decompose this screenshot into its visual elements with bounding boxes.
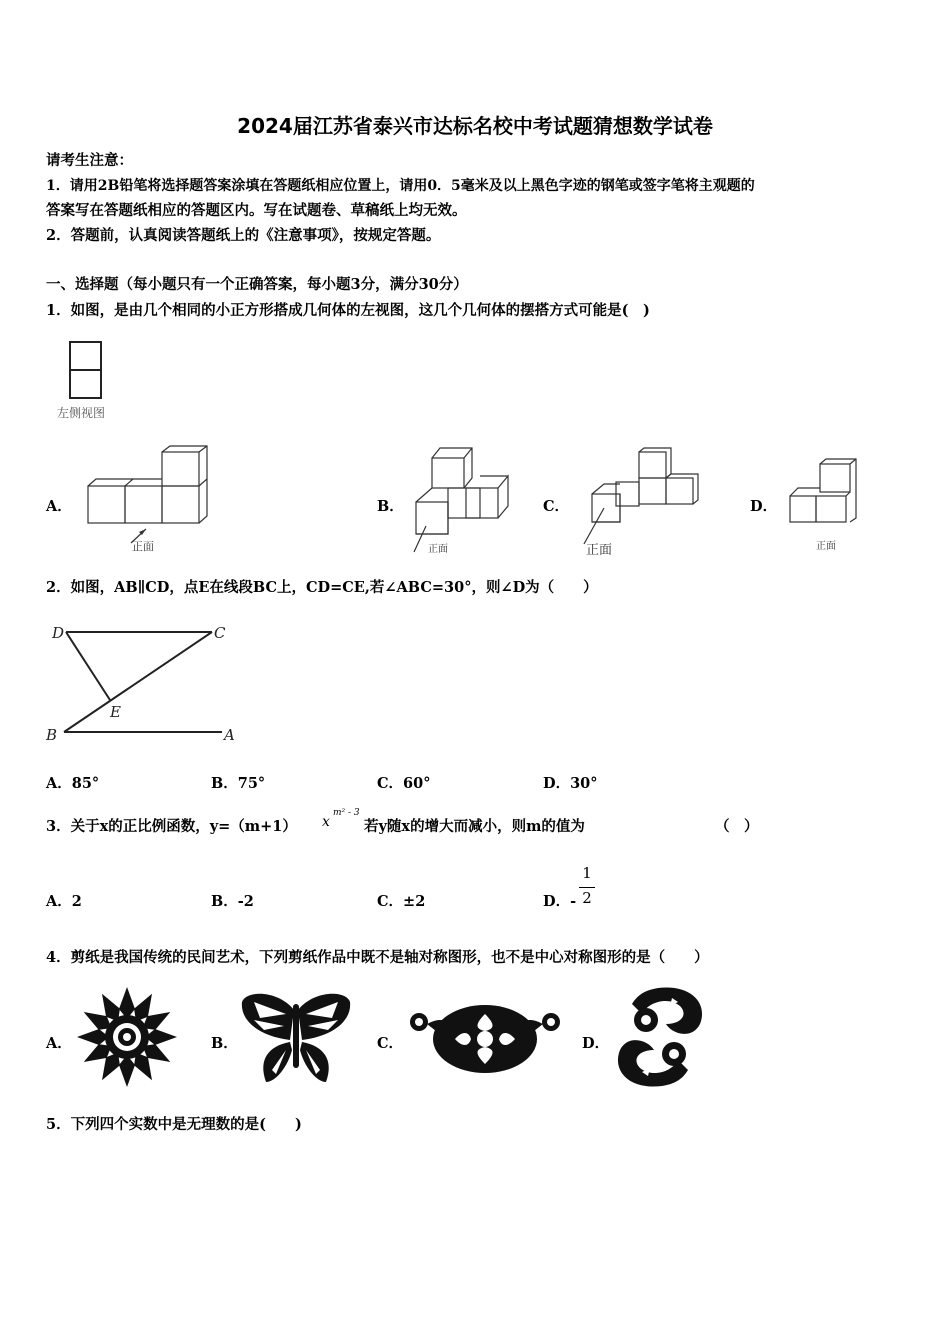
q1-option-b[interactable]: B． <box>377 498 404 515</box>
q3-option-d[interactable]: D．- <box>543 893 577 910</box>
point-d-label: D <box>52 624 65 642</box>
q3-stem-b: 若y随x的增大而减小，则m的值为 <box>364 818 585 835</box>
papercut-swirl-d <box>612 984 708 1090</box>
q3-frac-num: 1 <box>582 864 592 882</box>
q4-option-d[interactable]: D． <box>582 1035 610 1052</box>
q3-option-c[interactable]: C．±2 <box>377 893 426 910</box>
q4-option-b[interactable]: B． <box>211 1035 238 1052</box>
q4-stem: 4．剪纸是我国传统的民间艺术，下列剪纸作品中既不是轴对称图形，也不是中心对称图形的是（ ） <box>46 949 709 966</box>
q3-base: x <box>322 814 330 830</box>
q3-exponent: m² - 3 <box>333 808 360 818</box>
q2-option-b[interactable]: B．75° <box>211 775 266 792</box>
papercut-ornament-c <box>405 994 565 1084</box>
point-a-label: A <box>224 726 235 744</box>
q1-option-a[interactable]: A． <box>46 498 72 515</box>
q4-option-a[interactable]: A． <box>46 1035 72 1052</box>
section-heading: 一、选择题（每小题只有一个正确答案，每小题3分，满分30分） <box>46 276 468 293</box>
q1-stem: 1．如图，是由几个相同的小正方形搭成几何体的左视图，这几个几何体的摆搭方式可能是( ) <box>46 302 650 319</box>
papercut-flower-a <box>74 984 180 1090</box>
page-title: 2024届江苏省泰兴市达标名校中考试题猜想数学试卷 <box>237 114 713 138</box>
q3-frac-den: 2 <box>582 889 592 907</box>
q1-option-d[interactable]: D． <box>750 498 778 515</box>
q1-d-front-label: 正面 <box>816 541 836 552</box>
q3-paren: （ ） <box>715 818 759 835</box>
q1-option-c[interactable]: C． <box>543 498 570 515</box>
point-e-label: E <box>110 703 121 721</box>
notice-line-1a: 1．请用2B铅笔将选择题答案涂填在答题纸相应位置上，请用0．5毫米及以上黑色字迹的钢笔或签字笔将主观题的 <box>46 178 755 194</box>
q1-a-front-label: 正面 <box>132 540 154 553</box>
q2-option-a[interactable]: A．85° <box>46 775 100 792</box>
notice-heading: 请考生注意： <box>46 152 133 169</box>
q2-option-c[interactable]: C．60° <box>377 775 431 792</box>
q1-c-front-label: 正面 <box>586 543 613 558</box>
q4-option-c[interactable]: C． <box>377 1035 404 1052</box>
left-view-caption: 左侧视图 <box>57 406 106 420</box>
q1-figure-d <box>786 456 866 556</box>
q3-option-a[interactable]: A．2 <box>46 893 82 910</box>
q2-option-d[interactable]: D．30° <box>543 775 598 792</box>
q1-b-front-label: 正面 <box>428 544 448 555</box>
q1-figure-b <box>408 444 523 559</box>
q2-figure <box>44 620 244 748</box>
point-c-label: C <box>214 624 226 642</box>
point-b-label: B <box>46 726 58 744</box>
q3-frac-bar <box>579 887 595 888</box>
q3-option-b[interactable]: B．-2 <box>211 893 254 910</box>
q1-figure-c <box>576 446 706 561</box>
notice-line-1b: 答案写在答题纸相应的答题区内。写在试题卷、草稿纸上均无效。 <box>46 202 467 219</box>
notice-line-2: 2．答题前，认真阅读答题纸上的《注意事项》，按规定答题。 <box>46 227 441 244</box>
q3-stem-a: 3．关于x的正比例函数，y=（m+1） <box>46 818 297 835</box>
papercut-butterfly-b <box>238 990 354 1090</box>
q2-stem: 2．如图，AB∥CD，点E在线段BC上，CD=CE,若∠ABC=30°，则∠D为（ ） <box>46 579 598 596</box>
q5-stem: 5．下列四个实数中是无理数的是( ) <box>46 1116 302 1133</box>
q1-figure-a <box>86 446 221 556</box>
